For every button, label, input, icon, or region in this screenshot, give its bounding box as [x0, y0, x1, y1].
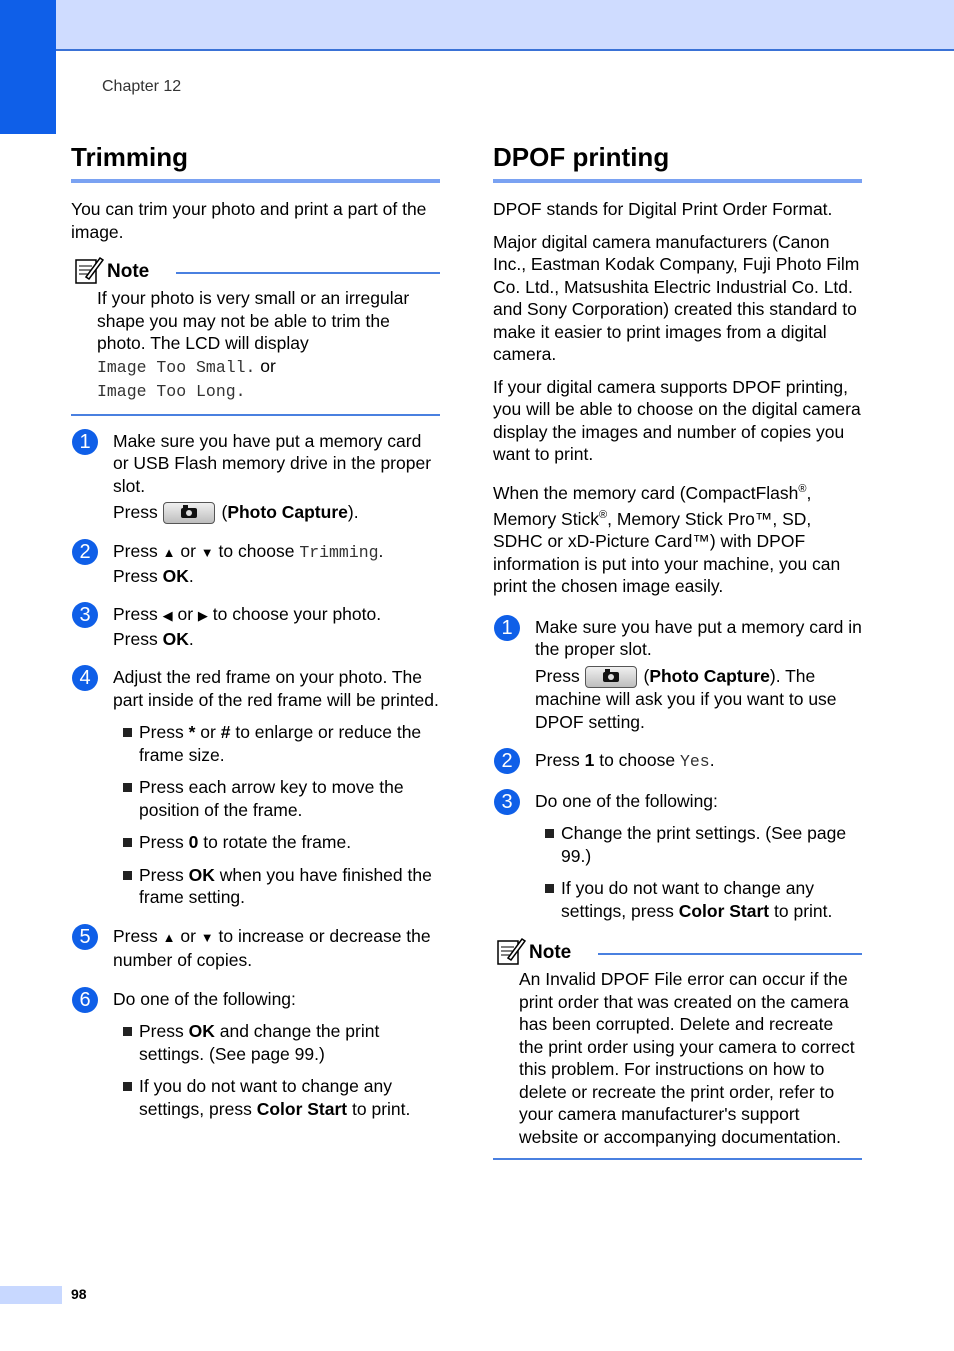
step-number-badge: 1: [494, 615, 520, 641]
step-6: 6 Do one of the following: Press OK and change the print settings. (See page 99.) If you do not want to change any settings, press Color Start to print.: [71, 988, 440, 1121]
up-arrow-icon: ▲: [162, 545, 176, 561]
list-item: Press each arrow key to move the position of the frame.: [113, 776, 440, 821]
right-arrow-icon: ▶: [197, 608, 208, 624]
right-column: [493, 142, 862, 1160]
paragraph: If your digital camera supports DPOF printing, you will be able to choose on the digital camera display the images and number of copies you want to print.: [493, 376, 861, 464]
bullet-square-icon: [123, 871, 132, 880]
note-text: If your photo is very small or an irregular shape you may not be able to trim the photo. The LCD will display Image Too Small. or Image Too Long.: [97, 288, 410, 401]
note-rule: [598, 953, 862, 955]
step-number-badge: 5: [72, 924, 98, 950]
step-3: 3 Press ◀ or ▶ to choose your photo. Press OK.: [71, 603, 440, 650]
step-1: 1 Make sure you have put a memory card or USB Flash memory drive in the proper slot. Press (Photo Capture).: [71, 430, 440, 525]
lcd-message: Image Too Small.: [97, 357, 256, 377]
step-2: 2 Press 1 to choose Yes.: [493, 749, 862, 774]
chapter-label: Chapter 12: [102, 78, 182, 95]
step-number-badge: 3: [494, 789, 520, 815]
note-pencil-icon: [74, 255, 104, 285]
lcd-option: Yes: [679, 752, 710, 772]
step-1: 1 Make sure you have put a memory card in the proper slot. Press (Photo Capture). The machine will ask you if you want to use DPOF setting.: [493, 616, 862, 733]
bullet-square-icon: [123, 1082, 132, 1091]
bullet-square-icon: [123, 728, 132, 737]
left-arrow-icon: ◀: [162, 608, 173, 624]
photo-capture-button-icon: [585, 666, 637, 688]
bullet-square-icon: [545, 829, 554, 838]
list-item: If you do not want to change any settings, press Color Start to print.: [113, 1075, 440, 1120]
note-box: [71, 257, 440, 416]
bullet-square-icon: [123, 1027, 132, 1036]
section-title-trimming: Trimming: [71, 142, 440, 183]
list-item: If you do not want to change any settings, press Color Start to print.: [535, 877, 862, 922]
bullet-square-icon: [123, 838, 132, 847]
step-number-badge: 2: [494, 748, 520, 774]
step-number-badge: 3: [72, 602, 98, 628]
left-column: [71, 142, 440, 1120]
up-arrow-icon: ▲: [162, 929, 176, 945]
note-label: Note: [529, 942, 572, 964]
chapter-tab: [0, 0, 56, 134]
step-4: 4 Adjust the red frame on your photo. The part inside of the red frame will be printed. Press * or # to enlarge or reduce the frame size. Press each arrow key to move the position of the frame. Press 0 to rotate the frame. Press OK when you have finished the frame setting.: [71, 666, 440, 909]
bullet-square-icon: [545, 884, 554, 893]
list-item: Press * or # to enlarge or reduce the frame size.: [113, 721, 440, 766]
trimming-intro: You can trim your photo and print a part of the image.: [71, 199, 427, 242]
list-item: Press OK when you have finished the frame setting.: [113, 864, 440, 909]
lcd-message: Image Too Long.: [97, 382, 246, 401]
list-item: Press OK and change the print settings. (See page 99.): [113, 1020, 440, 1065]
paragraph: When the memory card (CompactFlash®, Memory Stick®, Memory Stick Pro™, SD, SDHC or xD-Picture Card™) with DPOF information is put into your machine, you can print the chosen image easily.: [493, 482, 841, 597]
step-number-badge: 4: [72, 665, 98, 691]
step-number-badge: 6: [72, 987, 98, 1013]
list-item: Change the print settings. (See page 99.): [535, 822, 862, 867]
page-number: 98: [71, 1286, 87, 1302]
step-5: 5 Press ▲ or ▼ to increase or decrease the number of copies.: [71, 925, 440, 972]
photo-capture-button-icon: [163, 502, 215, 524]
note-box: [493, 938, 862, 1160]
footer-tab: [0, 1286, 62, 1304]
down-arrow-icon: ▼: [200, 545, 214, 561]
header-band: [0, 0, 954, 51]
step-3: 3 Do one of the following: Change the print settings. (See page 99.) If you do not want to change any settings, press Color Start to print.: [493, 790, 862, 923]
step-number-badge: 2: [72, 539, 98, 565]
note-rule: [176, 272, 440, 274]
paragraph: Major digital camera manufacturers (Canon Inc., Eastman Kodak Company, Fuji Photo Film Co. Ltd., Matsushita Electric Industrial Co. Ltd. and Sony Corporation) created this standard to make it easier to print images from a digital camera.: [493, 231, 860, 364]
note-label: Note: [107, 261, 150, 282]
list-item: Press 0 to rotate the frame.: [113, 831, 440, 854]
bullet-square-icon: [123, 783, 132, 792]
lcd-option: Trimming: [299, 543, 379, 563]
step-2: 2 Press ▲ or ▼ to choose Trimming. Press OK.: [71, 540, 440, 587]
step-number-badge: 1: [72, 429, 98, 455]
section-title-dpof: DPOF printing: [493, 142, 862, 183]
paragraph: DPOF stands for Digital Print Order Format.: [493, 199, 833, 219]
note-pencil-icon: [496, 936, 526, 966]
note-text: An Invalid DPOF File error can occur if the print order that was created on the camera has been corrupted. Delete and recreate the print order using your camera to correct this problem. For instructions on how to delete or recreate the print order, refer to your camera manufacturer's support website or accompanying documentation.: [519, 969, 855, 1147]
down-arrow-icon: ▼: [200, 929, 214, 945]
